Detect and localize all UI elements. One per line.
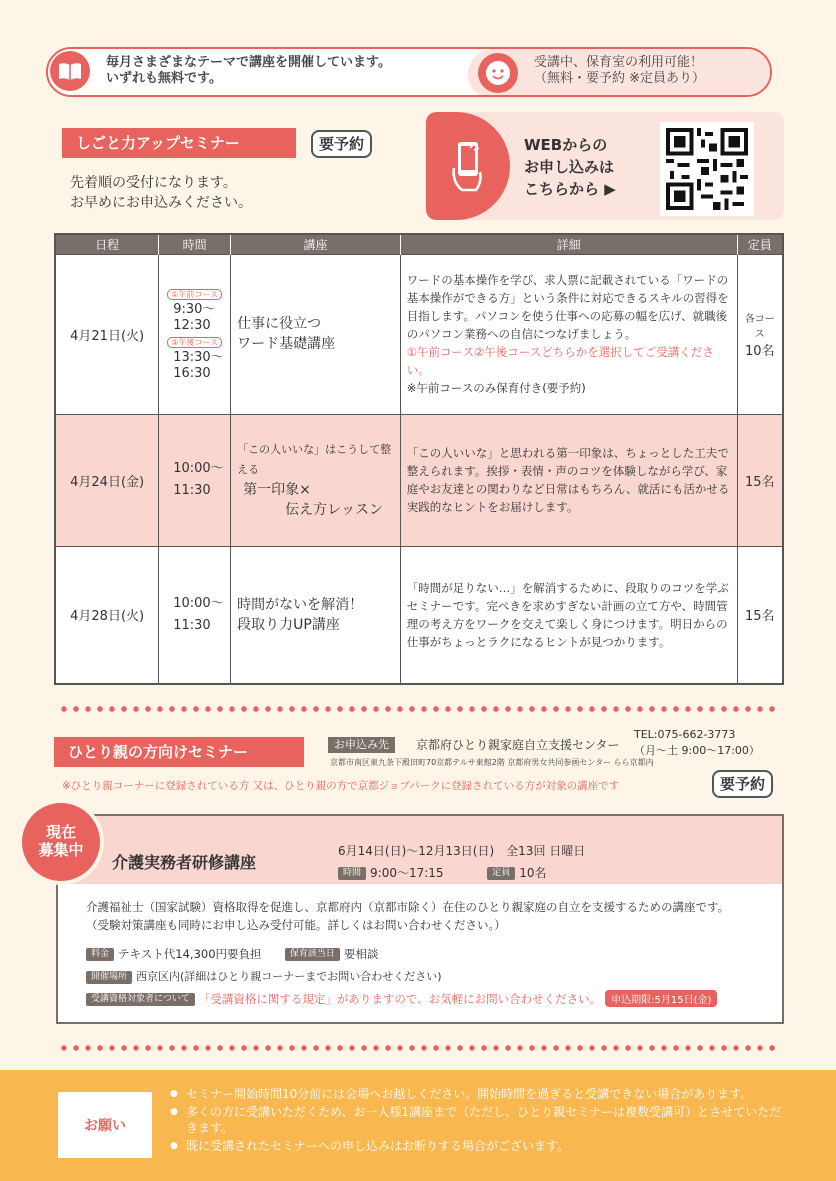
footer-label: お願い: [58, 1092, 152, 1158]
footer-notice: [0, 1070, 836, 1181]
reservation-required-badge: 要予約: [311, 130, 372, 158]
apply-hours: （月～土 9:00～17:00）: [634, 744, 760, 757]
course-time: 9:00～17:15: [370, 866, 444, 880]
baby-face-icon: [478, 53, 518, 93]
row-detail: [400, 254, 737, 414]
banner-right-text: [534, 55, 705, 87]
am-course-badge: ①午前コース: [167, 289, 222, 300]
time-tag: 時間: [338, 867, 366, 880]
web-text-line2: お申し込みは: [524, 158, 615, 176]
now-recruiting-badge: [22, 803, 100, 881]
list-item: ● 既に受講されたセミナーへの申し込みはお断りする場合がございます。: [170, 1138, 790, 1154]
web-application-box[interactable]: [426, 112, 784, 220]
dotted-divider-2: [58, 1043, 780, 1053]
banner-left-text: [106, 55, 391, 87]
course-description: [86, 898, 766, 934]
course-line1: 仕事に役立つ: [237, 316, 322, 332]
banner-right-line2: （無料・要予約 ※定員あり）: [534, 71, 706, 86]
target-note: ※ひとり親コーナーに登録されている方 又は、ひとり親の方で京都ジョブパークに登録されている方が対象の講座です: [62, 780, 620, 792]
row-course: [231, 254, 401, 414]
apply-address: 京都市南区東九条下殿田町70京都テルサ東館2階 京都府男女共同参画センター らら京都内: [330, 758, 654, 767]
course-desc-line1: 介護福祉士（国家試験）資格取得を促進し、京都府内（京都市除く）在住のひとり親家庭の自立を支援するための講座です。: [86, 900, 730, 914]
course-name: 介護実務者研修講座: [112, 853, 257, 872]
table-row: [55, 254, 783, 414]
row-course: [231, 546, 401, 684]
burst-line2: 募集中: [38, 841, 84, 859]
qualification-tag: 受講資格対象者について: [86, 993, 195, 1006]
apply-contact: [634, 727, 760, 759]
course-period: 6月14日(日)～12月13日(日) 全13回 日曜日: [338, 844, 586, 858]
row-time: [159, 546, 231, 684]
pm-time-start: 13:30～: [173, 350, 224, 365]
capacity-tag: 定員: [487, 867, 515, 880]
section2-title: ひとり親の方向けセミナー: [54, 737, 304, 767]
dotted-divider: [58, 704, 780, 714]
course-line1: 時間がないを解消！: [237, 596, 364, 613]
time-end: 11:30: [173, 483, 211, 498]
header-course: 講座: [231, 234, 401, 254]
pm-course-badge: ②午後コース: [167, 337, 222, 348]
list-item: ● セミナー開始時間10分前には会場へお越しください。開始時間を過ぎると受講できない場合があります。: [170, 1086, 790, 1102]
course-childcare: 要相談: [343, 947, 379, 961]
section1-note-line1: 先着順の受付になります。: [70, 175, 237, 191]
row-capacity: [737, 254, 783, 414]
header-detail: 詳細: [400, 234, 737, 254]
table-row: [55, 546, 783, 684]
am-time-start: 9:30～: [173, 302, 216, 317]
fee-tag: 料金: [86, 948, 114, 961]
row-date: 4月21日(火): [55, 254, 159, 414]
banner-left-line2: いずれも無料です。: [106, 71, 222, 86]
childcare-tag: 保育該当日: [285, 948, 340, 961]
header-date: 日程: [55, 234, 159, 254]
section1-title: しごと力アップセミナー: [62, 128, 296, 158]
time-start: 10:00～: [173, 595, 224, 611]
capacity-value: 10名: [744, 343, 775, 359]
row-time: [159, 254, 231, 414]
course-qualification: 「受講資格に関する規定」がありますので、お気軽にお問い合わせください。: [198, 992, 602, 1006]
banner-left-line1: 毎月さまざまなテーマで講座を開催しています。: [106, 55, 391, 70]
burst-line1: 現在: [45, 823, 76, 841]
course-capacity: 10名: [519, 866, 547, 880]
table-row: [55, 414, 783, 546]
time-end: 11:30: [173, 617, 211, 633]
course-time-line: [338, 864, 547, 881]
row-date: 4月24日(金): [55, 414, 159, 546]
course-line2: ワード基礎講座: [237, 336, 336, 352]
deadline-badge: 申込期限:5月15日(金): [605, 990, 717, 1007]
detail-note: ①午前コース②午後コースどちらかを選択してご受講ください。: [406, 345, 714, 377]
banner-right-line1: 受講中、保育室の利用可能！: [534, 55, 704, 70]
course-line2: 伝え方レッスン: [285, 502, 384, 518]
row-detail: 「時間が足りない…」を解消するために、段取りのコツを学ぶセミナーです。完ぺきを求めすぎない計画の立て方や、時間管理の考え方をワークを交えて楽しく身につけます。明日からの仕事がちょっとラクになるヒントが見つかります。: [400, 546, 737, 684]
place-tag: 開催場所: [86, 971, 132, 984]
schedule-table: [54, 233, 784, 685]
pm-time-end: 16:30: [173, 366, 211, 381]
course-line1: 第一印象×: [243, 482, 311, 498]
row-detail: 「この人いいな」と思われる第一印象は、ちょっとした工夫で整えられます。挨拶・表情・声のコツを体験しながら学び、家庭やお友達との関わりなど日常はもちろん、就活にも活かせる実践的なヒントをお届けします。: [400, 414, 737, 546]
row-date: 4月28日(火): [55, 546, 159, 684]
apply-center-name: 京都府ひとり親家庭自立支援センター: [416, 738, 620, 752]
course-place: 西京区内(詳細はひとり親コーナーまでお問い合わせください): [136, 970, 442, 983]
course-line2: 段取り力UP講座: [237, 616, 340, 633]
reservation-required-badge-2: 要予約: [712, 770, 773, 798]
time-start: 10:00～: [173, 461, 224, 476]
course-subtitle: 「この人いいな」はこうして整える: [237, 443, 392, 476]
header-time: 時間: [159, 234, 231, 254]
course-desc-line2: （受験対策講座も同時にお申し込み受付可能。詳しくはお問い合わせください。）: [86, 918, 506, 932]
capacity-label: 各コース: [744, 313, 775, 340]
am-time-end: 12:30: [173, 318, 211, 333]
section1-note: [70, 173, 252, 213]
footer-notice-list: [170, 1086, 790, 1156]
book-icon: [50, 51, 90, 91]
detail-text: ワードの基本操作を学び、求人票に記載されている「ワードの基本操作ができる方」という条件に対応できるスキルの習得を目指します。パソコンを使う仕事への応募の幅を広げ、就職後のパソコン業務への自信につなげましょう。: [406, 273, 729, 341]
row-course: [231, 414, 401, 546]
course-place-line: [86, 968, 442, 984]
table-header-row: [55, 234, 783, 254]
qr-code-icon[interactable]: [660, 122, 754, 216]
web-text-line3: こちらから ▶: [524, 180, 616, 198]
web-text-line1: WEBからの: [524, 136, 608, 154]
section1-note-line2: お早めにお申込みください。: [70, 195, 252, 211]
course-fee: テキスト代14,300円要負担: [118, 947, 262, 961]
apply-label: お申込み先: [328, 737, 395, 753]
row-time: [159, 414, 231, 546]
list-item: ● 多くの方に受講いただくため、お一人様1講座まで（ただし、ひとり親セミナーは複数受講可）とさせていただきます。: [170, 1104, 790, 1136]
detail-note2: ※午前コースのみ保育付き(要予約): [406, 381, 586, 395]
header-capacity: 定員: [737, 234, 783, 254]
course-qualification-line: [86, 990, 717, 1007]
row-capacity: 15名: [737, 414, 783, 546]
web-application-text: [524, 134, 616, 200]
apply-tel: TEL:075-662-3773: [634, 728, 736, 741]
course-box: [56, 814, 784, 1024]
smartphone-hand-icon: [426, 112, 510, 220]
course-fee-line: [86, 946, 378, 962]
top-banner: [46, 47, 772, 97]
row-capacity: 15名: [737, 546, 783, 684]
